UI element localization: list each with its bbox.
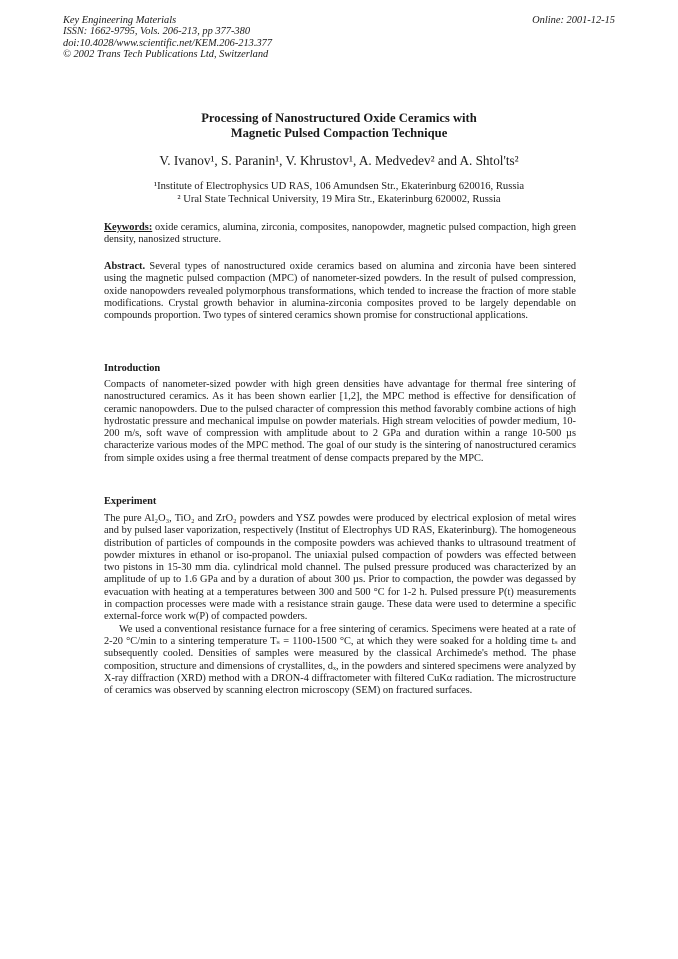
keywords-label: Keywords: <box>104 222 153 233</box>
doi-line[interactable]: doi:10.4028/www.scientific.net/KEM.206-213.377 <box>63 37 273 49</box>
affiliation-2: ² Ural State Technical University, 19 Mira Str., Ekaterinburg 620002, Russia <box>177 194 501 206</box>
affiliation-1: ¹Institute of Electrophysics UD RAS, 106 Amundsen Str., Ekaterinburg 620016, Russia <box>153 181 525 192</box>
abstract <box>104 261 576 322</box>
paper-title <box>0 111 678 140</box>
online-date: Online: 2001-12-15 <box>532 15 615 26</box>
experiment-section <box>104 513 576 697</box>
affiliations <box>0 180 678 207</box>
journal-header <box>63 15 272 60</box>
introduction-text: Compacts of nanometer-sized powder with high green densities have advantage for thermal free sintering of nanostructured ceramics. As it has been shown earlier [1,2], the MPC method is effective for densification of ceramic nanopowders. Due to the pulsed character of compression this method favorably combine actions of high hydrostatic pressure and mechanical impulse on powder materials. High stream velocities of powder medium, 10-200 m/s, soft wave of compression with amplitude about to 2 GPa and duration within a range 10-500 µs characterize various modes of the MPC method. The goal of our study is the sintering of nanostructured ceramics from simple oxides using a free thermal treatment of dense compacts prepared by the MPC. <box>104 379 576 464</box>
experiment-paragraph-1: The pure Al₂O₃, TiO₂ and ZrO₂ powders and YSZ powdes were produced by electrical explosion of metal wires and by pulsed laser vaporization, respectively (Institut of Electrophys UD RAS, Ekaterinburg). The homogeneous distribution of particles of compounds in the composite powders was achieved thanks to ultrasound treatment of powder mixtures in ethanol or iso-propanol. The uniaxial pulsed compaction of powders was effected between two pistons in 15-30 mm dia. cylindrical mold channel. The pulsed pressure produced was characterized by an amplitude of up to 1.6 GPa and by a duration of about 300 µs. Prior to compaction, the powder was degassed by evacuation with heating at a temperatures between 300 and 500 °C for 1-2 h. Pulsed pressure P(t) measurements in compaction processes were made with a resistance strain gauge. These data were used to determine a specific external-force work w(P) of compacted powders. <box>104 513 576 623</box>
keywords-text: oxide ceramics, alumina, zirconia, composites, nanopowder, magnetic pulsed compaction, high green density, nanosized structure. <box>104 222 576 246</box>
issn-line: ISSN: 1662-9795, Vols. 206-213, pp 377-380 <box>63 26 251 38</box>
abstract-label: Abstract. <box>104 261 146 272</box>
title-line-1: Processing of Nanostructured Oxide Ceramics with <box>201 111 477 125</box>
keywords <box>104 222 576 247</box>
experiment-heading: Experiment <box>104 496 157 507</box>
title-line-2: Magnetic Pulsed Compaction Technique <box>230 125 448 140</box>
experiment-paragraph-2: We used a conventional resistance furnace for a free sintering of ceramics. Specimens were heated at a rate of 2-20 °C/min to a sintering temperature Tₛ = 1100-1500 °C, at which they were soaked for a holding time tₛ and subsequently cooled. Densities of samples were measured by the classical Archimede's method. The phase composition, structure and dimensions of crystallites, dₓ, in the powders and sintered specimens were analyzed by X-ray diffraction (XRD) method with a DRON-4 diffractometer with filtered CuKα radiation. The microstructure of ceramics was observed by scanning electron microscopy (SEM) on fractured surfaces. <box>104 623 576 697</box>
copyright-line: © 2002 Trans Tech Publications Ltd, Switzerland <box>63 48 269 60</box>
introduction-heading: Introduction <box>104 363 161 374</box>
journal-name: Key Engineering Materials <box>63 15 177 26</box>
authors: V. Ivanov¹, S. Paranin¹, V. Khrustov¹, A. Medvedev² and A. Shtol'ts² <box>159 153 519 168</box>
abstract-text: Several types of nanostructured oxide ceramics based on alumina and zirconia have been sintered using the magnetic pulsed compaction (MPC) of nanometer-sized powders. In the result of pulsed compression, oxide nanopowders revealed polymorphous transformations, which tended to increase the fraction of more stable modifications. Crystal growth behavior in alumina-zirconia composites proved to be largely dependable on compounds proportion. Two types of sintered ceramics shown promise for constructional applications. <box>104 261 576 322</box>
